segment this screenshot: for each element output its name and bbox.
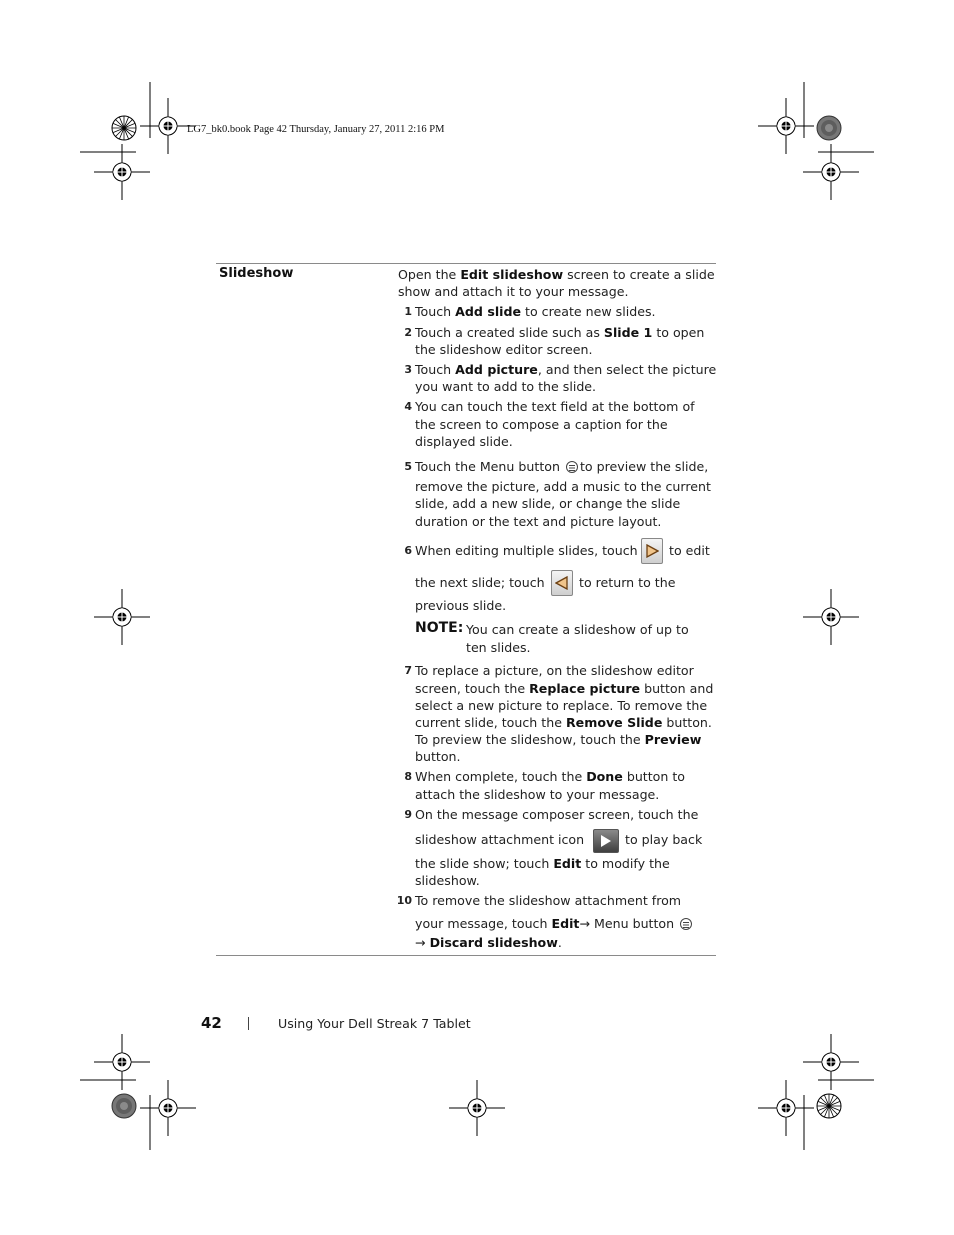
previous-slide-arrow-icon <box>551 570 573 596</box>
step-5-line-3: slide, add a new slide, or change the slide <box>415 496 681 511</box>
step-9-line-1: On the message composer screen, touch the <box>415 807 699 822</box>
step-number: 2 <box>404 326 412 339</box>
menu-button-icon <box>566 461 578 473</box>
note-label: NOTE: <box>415 620 464 636</box>
step-6-line-3: previous slide. <box>415 598 507 613</box>
step-6-line-2a: the next slide; touch <box>415 575 545 590</box>
step-7-line-5: To preview the slideshow, touch the Preview <box>415 732 702 747</box>
print-header: LG7_bk0.book Page 42 Thursday, January 27, 2011 2:16 PM <box>187 124 445 135</box>
intro-line-1: Open the Edit slideshow screen to create a slide <box>398 267 715 282</box>
step-2-line-1: Touch a created slide such as Slide 1 to open <box>415 325 705 340</box>
step-3-line-1: Touch Add picture, and then select the picture <box>415 362 717 377</box>
step-7-line-2: screen, touch the Replace picture button and <box>415 681 714 696</box>
step-5-line-4: duration or the text and picture layout. <box>415 514 662 529</box>
step-5-line-2: remove the picture, add a music to the current <box>415 479 711 494</box>
step-number: 5 <box>404 460 412 473</box>
table-top-rule <box>216 263 716 264</box>
term-slideshow: Slideshow <box>219 266 294 281</box>
step-4-line-1: You can touch the text field at the bottom of <box>415 399 695 414</box>
note-line-1: You can create a slideshow of up to <box>466 622 689 637</box>
step-4-line-3: displayed slide. <box>415 434 513 449</box>
step-number: 3 <box>404 363 412 376</box>
note-line-2: ten slides. <box>466 640 531 655</box>
step-5-line-1: Touch the Menu button to preview the slide, <box>415 459 709 474</box>
step-4-line-2: the screen to compose a caption for the <box>415 417 668 432</box>
step-7-line-3: select a new picture to replace. To remove the <box>415 698 708 713</box>
footer-divider <box>248 1017 249 1030</box>
step-9-line-2c: to play back <box>625 832 703 847</box>
intro-line-2: show and attach it to your message. <box>398 284 629 299</box>
step-number: 8 <box>404 770 412 783</box>
step-7-line-6: button. <box>415 749 461 764</box>
table-bottom-rule <box>216 955 716 956</box>
step-9-line-4: slideshow. <box>415 873 480 888</box>
step-7-line-1: To replace a picture, on the slideshow editor <box>415 663 694 678</box>
step-number: 7 <box>404 664 412 677</box>
page-number: 42 <box>201 1014 222 1032</box>
step-8-line-1: When complete, touch the Done button to <box>415 769 686 784</box>
step-9-line-2a: slideshow attachment icon <box>415 832 585 847</box>
step-2-line-2: the slideshow editor screen. <box>415 342 593 357</box>
slideshow-play-icon <box>593 829 619 853</box>
step-3-line-2: you want to add to the slide. <box>415 379 597 394</box>
step-number: 10 <box>396 894 412 907</box>
step-number: 9 <box>404 808 412 821</box>
step-8-line-2: attach the slideshow to your message. <box>415 787 660 802</box>
footer-title: Using Your Dell Streak 7 Tablet <box>278 1016 471 1031</box>
step-10-line-2: your message, touch Edit→ Menu button <box>415 915 694 932</box>
step-6-line-1c: to edit <box>669 543 710 558</box>
menu-button-icon <box>680 918 692 930</box>
next-slide-arrow-icon <box>641 538 663 564</box>
step-6-line-1a: When editing multiple slides, touch <box>415 543 638 558</box>
step-1-text: Touch Add slide to create new slides. <box>415 304 656 319</box>
step-number: 6 <box>404 544 412 557</box>
step-9-line-3: the slide show; touch Edit to modify the <box>415 856 670 871</box>
step-10-line-3: → Discard slideshow. <box>415 935 562 950</box>
step-10-line-1: To remove the slideshow attachment from <box>415 893 682 908</box>
step-number: 4 <box>404 400 412 413</box>
step-6-line-2c: to return to the <box>579 575 676 590</box>
step-number: 1 <box>404 305 412 318</box>
step-7-line-4: current slide, touch the Remove Slide button. <box>415 715 712 730</box>
